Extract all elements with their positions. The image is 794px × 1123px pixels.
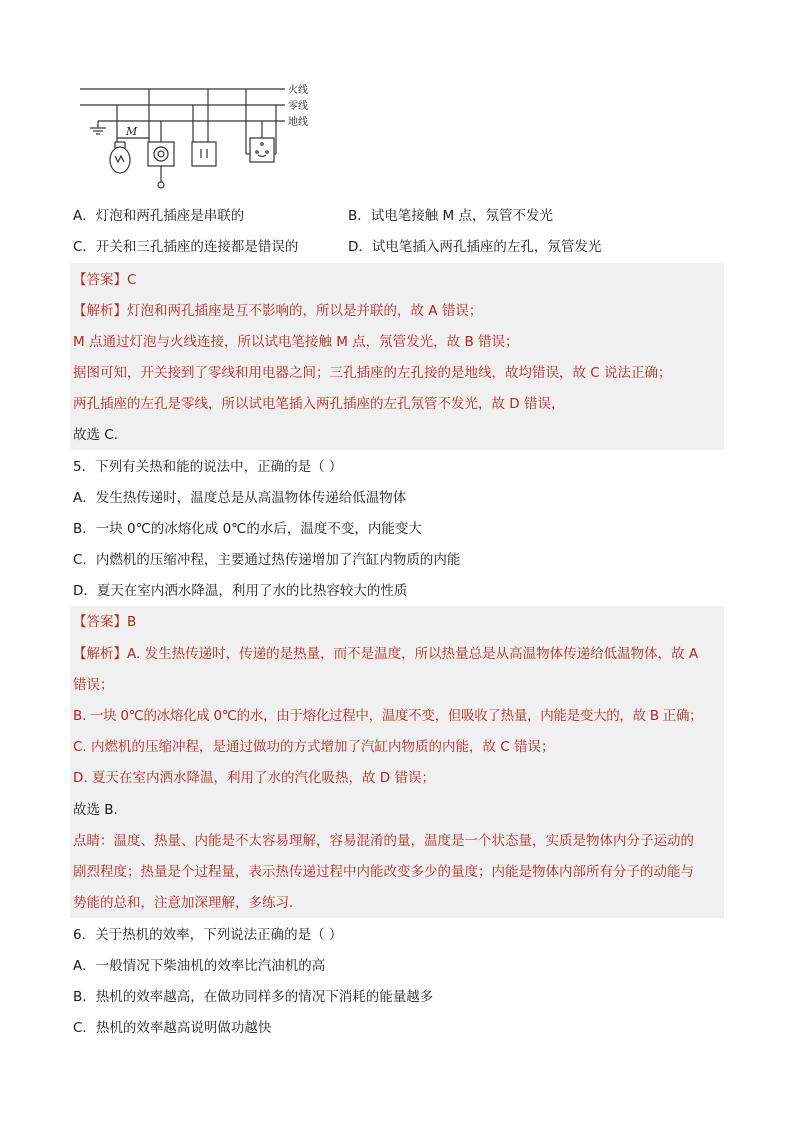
circuit-svg [80,78,330,196]
q4-analysis-line-1 [73,301,482,321]
neutral-wire-label: 零线 [288,101,308,112]
q6-option-a: A．一般情况下柴油机的效率比汽油机的高 [73,958,326,974]
q4-option-a: A．灯泡和两孔插座是串联的 [73,208,245,224]
q5-option-b: B．一块 0℃的冰熔化成 0℃的水后，温度不变，内能变大 [73,521,422,537]
q4-option-c: C．开关和三孔插座的连接都是错误的 [73,239,299,255]
point-m-label: M [126,125,138,138]
q5-analysis-line-6: 故选 B． [73,802,128,818]
q5-analysis-line-8: 剧烈程度；热量是个过程量，表示热传递过程中内能改变多少的量度；内能是物体内部所有分子的动能与 [73,864,694,880]
q5-analysis-line-1 [73,644,698,664]
q5-option-c: C．内燃机的压缩冲程，主要通过热传递增加了汽缸内物质的内能 [73,552,461,568]
analysis-text: A. 发生热传递时，传递的是热量，而不是温度，所以热量总是从高温物体传递给低温物体，故 A [127,646,699,662]
analysis-text: 灯泡和两孔插座是互不影响的，所以是并联的，故 A 错误； [127,303,483,319]
q4-analysis-line-5: 故选 C． [73,427,128,443]
q4-answer-block [70,263,724,450]
q5-analysis-line-4: C. 内燃机的压缩冲程，是通过做功的方式增加了汽缸内物质的内能，故 C 错误； [73,739,555,755]
household-circuit-diagram [80,78,330,196]
q5-analysis-line-5: D. 夏天在室内洒水降温，利用了水的汽化吸热，故 D 错误； [73,770,435,786]
live-wire-label: 火线 [288,85,308,96]
q4-analysis-line-4: 两孔插座的左孔是零线，所以试电笔插入两孔插座的左孔氖管不发光，故 D 错误， [73,396,565,412]
q4-analysis-line-3: 据图可知，开关接到了零线和用电器之间；三孔插座的左孔接的是地线，故均错误，故 C 说法正确； [73,365,672,381]
q5-stem: 5．下列有关热和能的说法中，正确的是（ ） [73,459,343,475]
q5-answer [73,612,136,632]
q4-option-d: D．试电笔插入两孔插座的左孔，氖管发光 [348,239,602,255]
analysis-tag: 【解析】 [73,303,127,319]
answer-value: B [127,614,137,630]
q4-answer [73,270,136,290]
q5-option-d: D．夏天在室内洒水降温，利用了水的比热容较大的性质 [73,583,408,599]
q5-option-a: A．发生热传递时，温度总是从高温物体传递给低温物体 [73,490,407,506]
answer-tag: 【答案】 [73,272,127,288]
q5-analysis-line-3: B. 一块 0℃的冰熔化成 0℃的水，由于熔化过程中，温度不变，但吸收了热量，内能是变大的，故 B 正确； [73,708,703,724]
answer-tag: 【答案】 [73,614,127,630]
q6-option-c: C．热机的效率越高说明做功越快 [73,1020,272,1036]
q5-analysis-line-9: 势能的总和，注意加深理解，多练习． [73,895,303,911]
q4-analysis-line-2: M 点通过灯泡与火线连接，所以试电笔接触 M 点，氖管发光，故 B 错误； [73,334,519,350]
answer-value: C [127,272,137,288]
analysis-tag: 【解析】 [73,646,127,662]
q5-analysis-line-7: 点睛：温度、热量、内能是不太容易理解，容易混淆的量，温度是一个状态量，实质是物体内分子运动的 [73,833,694,849]
q4-option-b: B．试电笔接触 M 点，氖管不发光 [348,208,553,224]
q5-analysis-line-2: 错误； [73,677,114,693]
ground-wire-label: 地线 [288,117,308,128]
q6-option-b: B．热机的效率越高，在做功同样多的情况下消耗的能量越多 [73,989,434,1005]
q6-stem: 6．关于热机的效率，下列说法正确的是（ ） [73,927,343,943]
